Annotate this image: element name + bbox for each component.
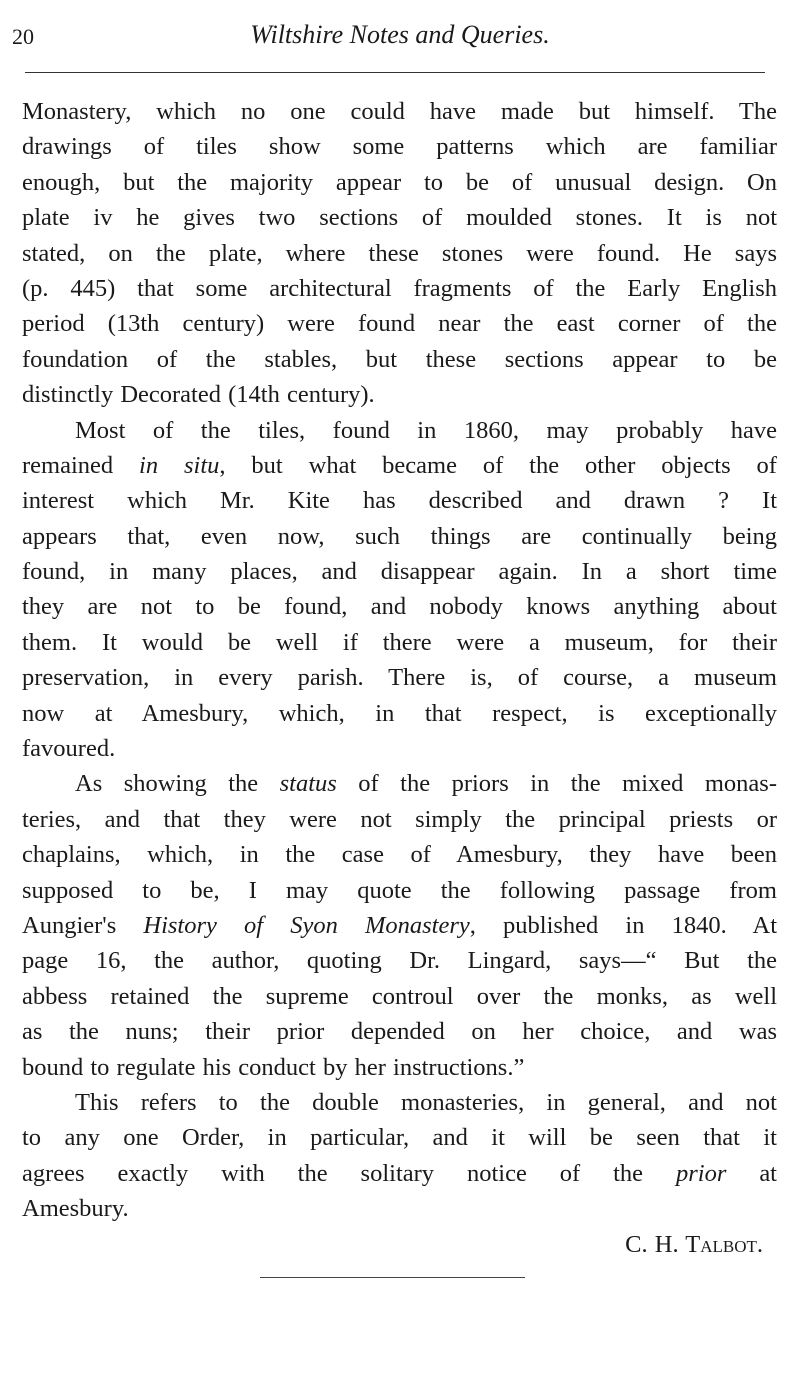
text-line: now at Amesbury, which, in that respect, is exceptionally	[22, 699, 777, 727]
text-line: (p. 445) that some architectural fragments of the Early English	[22, 274, 777, 302]
text-line: distinctly Decorated (14th century).	[22, 381, 375, 409]
text-segment: agrees exactly with the solitary notice of the	[22, 1159, 676, 1187]
text-line: page 16, the author, quoting Dr. Lingard, says—“ But the	[22, 947, 777, 975]
text-line: to any one Order, in particular, and it will be seen that it	[22, 1124, 777, 1152]
text-line: chaplains, which, in the case of Amesbury, they have been	[22, 841, 777, 869]
text-line: stated, on the plate, where these stones were found. He says	[22, 239, 777, 267]
text-line: enough, but the majority appear to be of unusual design. On	[22, 168, 777, 196]
italic-text: prior	[675, 1159, 727, 1187]
text-segment: remained	[22, 451, 140, 479]
text-line	[22, 908, 777, 943]
text-line: preservation, in every parish. There is, of course, a museum	[22, 664, 777, 692]
text-line: Monastery, which no one could have made but himself. The	[22, 98, 777, 125]
end-rule	[260, 1277, 525, 1278]
text-line: This refers to the double monasteries, in general, and not	[75, 1088, 777, 1116]
author-signature: C. H. Talbot.	[625, 1230, 763, 1258]
text-line: favoured.	[22, 735, 116, 763]
text-line: Most of the tiles, found in 1860, may probably have	[75, 416, 777, 444]
text-line: Amesbury.	[22, 1195, 129, 1223]
italic-text: status	[279, 770, 337, 798]
text-segment: , published in 1840. At	[469, 911, 778, 939]
text-line: abbess retained the supreme controul over the monks, as well	[22, 982, 777, 1010]
text-segment: at	[726, 1159, 777, 1187]
text-line: appears that, even now, such things are continually being	[22, 522, 777, 550]
text-line: they are not to be found, and nobody knows anything about	[22, 593, 777, 621]
body-text	[22, 94, 777, 1262]
text-segment: of the priors in the mixed monas-	[336, 770, 777, 798]
text-line: period (13th century) were found near the east corner of the	[22, 310, 777, 338]
text-line: bound to regulate his conduct by her instructions.”	[22, 1053, 525, 1081]
text-line	[22, 448, 777, 483]
text-line: drawings of tiles show some patterns which are familiar	[22, 133, 777, 161]
text-line: supposed to be, I may quote the following passage from	[22, 876, 777, 904]
text-line	[22, 766, 777, 801]
running-title: Wiltshire Notes and Queries.	[250, 20, 550, 49]
italic-text: in situ	[139, 451, 220, 479]
italic-text: History of Syon Monastery	[143, 911, 470, 939]
text-segment: , but what became of the other objects of	[219, 451, 777, 479]
header-rule	[25, 72, 765, 73]
text-segment: As showing the	[75, 770, 280, 798]
text-line: teries, and that they were not simply the principal priests or	[22, 805, 777, 833]
text-line: plate iv he gives two sections of moulded stones. It is not	[22, 204, 777, 232]
page-number: 20	[12, 24, 34, 49]
text-line	[22, 1156, 777, 1191]
text-segment: Aungier's	[22, 911, 144, 939]
text-line: foundation of the stables, but these sections appear to be	[22, 345, 777, 373]
text-line: them. It would be well if there were a museum, for their	[22, 628, 777, 656]
signature-line	[22, 1227, 777, 1262]
text-line: found, in many places, and disappear again. In a short time	[22, 558, 777, 586]
text-line: interest which Mr. Kite has described and drawn ? It	[22, 487, 777, 515]
text-line: as the nuns; their prior depended on her choice, and was	[22, 1018, 777, 1046]
